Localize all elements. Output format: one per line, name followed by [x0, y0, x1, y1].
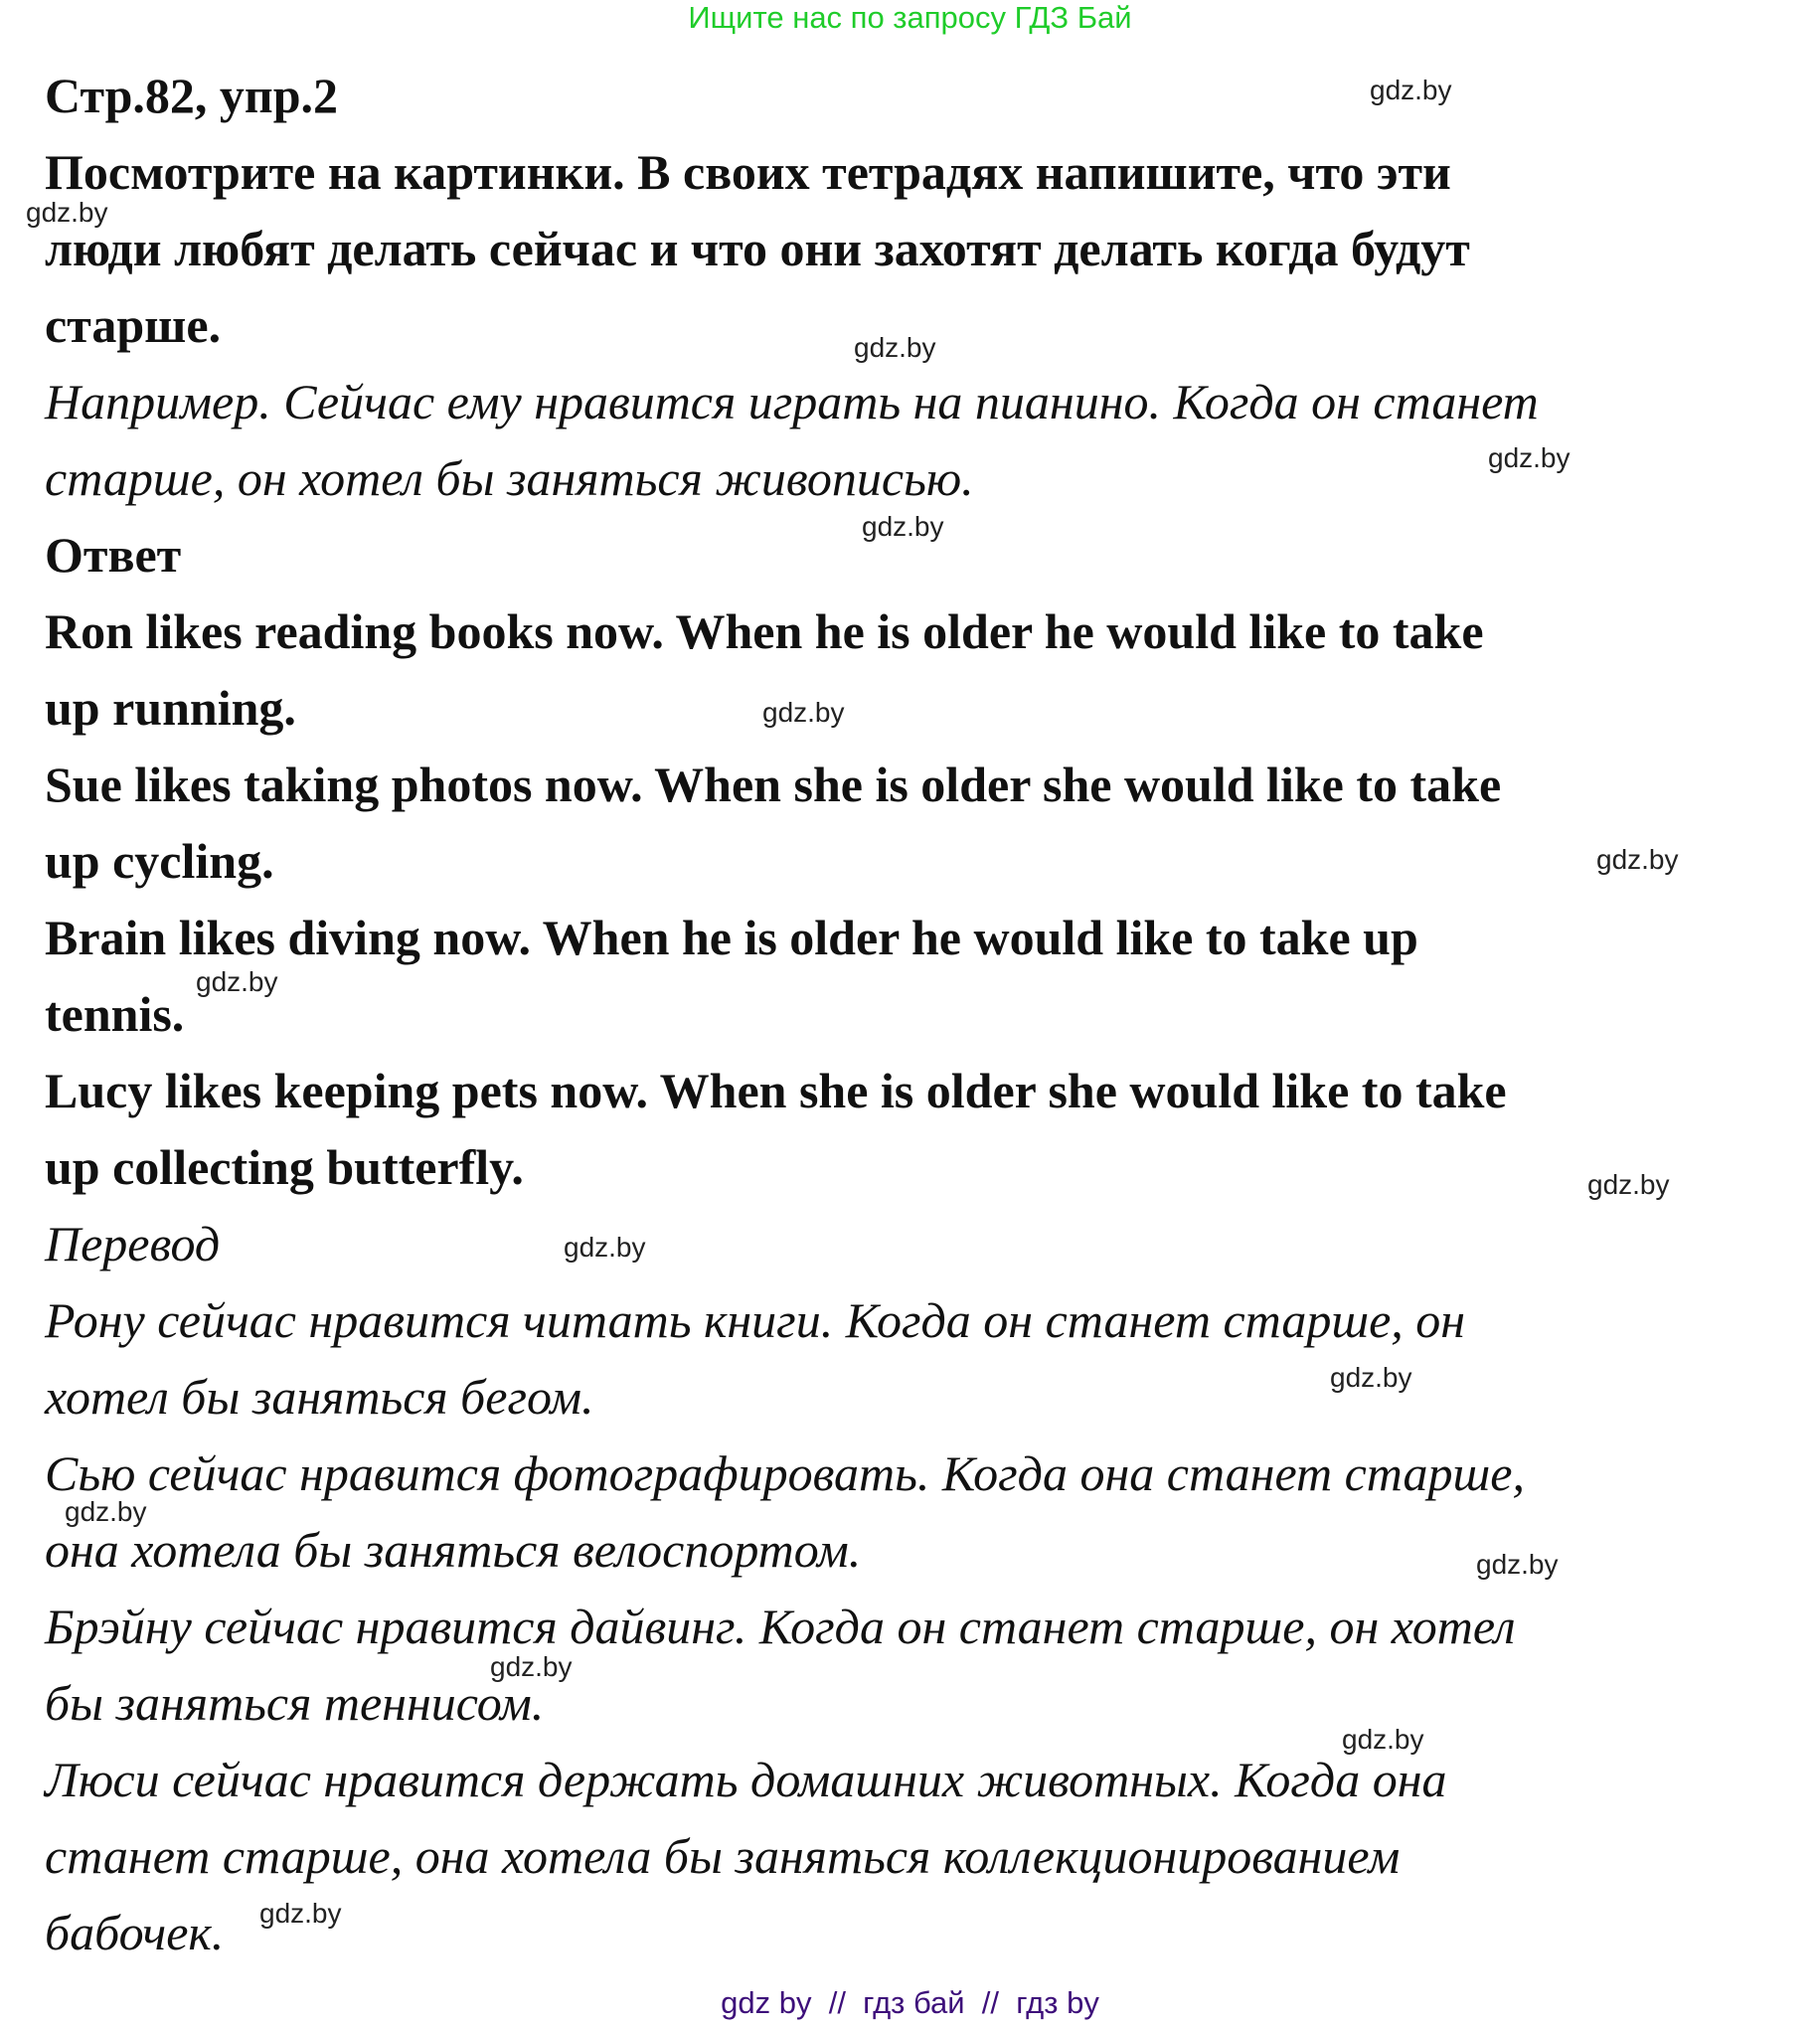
answer-line: Lucy likes keeping pets now. When she is older she would like to take: [45, 1063, 1507, 1118]
translation-line: бабочек.: [45, 1905, 225, 1960]
example-line: Например. Сейчас ему нравится играть на пианино. Когда он станет: [45, 374, 1539, 429]
footer-links: gdz by // гдз бай // гдз by: [721, 1985, 1099, 2020]
watermark: gdz.by: [1587, 1169, 1670, 1200]
watermark: gdz.by: [1342, 1724, 1424, 1755]
watermark: gdz.by: [1596, 844, 1679, 875]
answer-line: up running.: [45, 680, 296, 736]
task-line: люди любят делать сейчас и что они захотят делать когда будут: [45, 221, 1470, 276]
watermark: gdz.by: [1330, 1362, 1412, 1393]
translation-line: она хотела бы заняться велоспортом.: [45, 1522, 862, 1578]
page-title: Стр.82, упр.2: [45, 68, 339, 123]
translation-line: Рону сейчас нравится читать книги. Когда он станет старше, он: [45, 1292, 1466, 1348]
answer-line: up cycling.: [45, 833, 274, 889]
watermark: gdz.by: [65, 1496, 147, 1527]
watermark: gdz.by: [1370, 75, 1452, 105]
translation-line: Сью сейчас нравится фотографировать. Когда она станет старше,: [45, 1445, 1525, 1501]
answer-line: Sue likes taking photos now. When she is older she would like to take: [45, 757, 1502, 812]
watermark: gdz.by: [862, 511, 944, 542]
search-banner: Ищите нас по запросу ГДЗ Бай: [688, 0, 1132, 35]
task-line: Посмотрите на картинки. В своих тетрадях напишите, что эти: [45, 144, 1451, 200]
answer-line: Ron likes reading books now. When he is older he would like to take: [45, 603, 1484, 659]
watermark: gdz.by: [854, 332, 936, 363]
answer-line: Brain likes diving now. When he is older he would like to take up: [45, 910, 1418, 965]
example-line: старше, он хотел бы заняться живописью.: [45, 450, 974, 506]
watermark: gdz.by: [490, 1651, 573, 1682]
translation-heading: Перевод: [45, 1216, 221, 1271]
answer-line: up collecting butterfly.: [45, 1139, 524, 1195]
translation-line: Брэйну сейчас нравится дайвинг. Когда он станет старше, он хотел: [45, 1599, 1516, 1654]
watermark: gdz.by: [1488, 442, 1571, 473]
watermark: gdz.by: [196, 966, 278, 997]
watermark: gdz.by: [26, 197, 108, 228]
watermark: gdz.by: [1476, 1549, 1559, 1580]
watermark: gdz.by: [564, 1232, 646, 1263]
translation-line: хотел бы заняться бегом.: [45, 1369, 594, 1425]
translation-line: Люси сейчас нравится держать домашних животных. Когда она: [45, 1752, 1447, 1807]
watermark: gdz.by: [259, 1898, 342, 1929]
answer-heading: Ответ: [45, 527, 182, 583]
translation-line: бы заняться теннисом.: [45, 1675, 545, 1731]
task-line: старше.: [45, 297, 222, 353]
translation-line: станет старше, она хотела бы заняться коллекционированием: [45, 1828, 1401, 1884]
watermark: gdz.by: [762, 697, 845, 728]
answer-line: tennis.: [45, 986, 185, 1042]
